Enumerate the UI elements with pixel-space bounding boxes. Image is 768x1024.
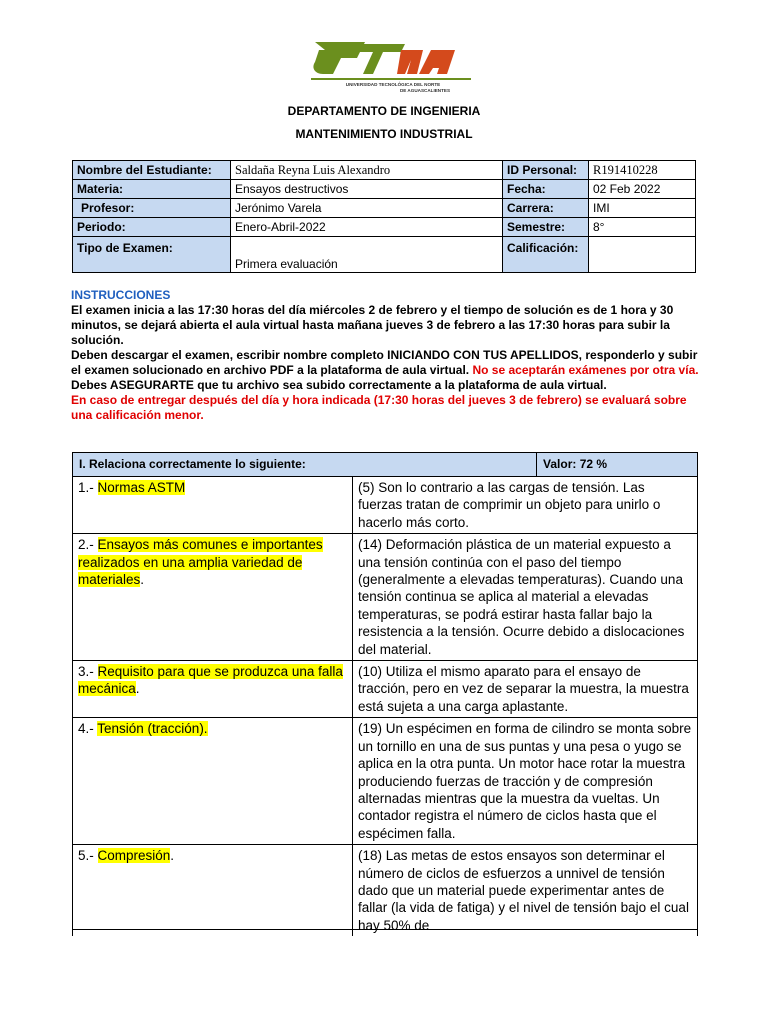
- term-cell: [73, 477, 353, 534]
- carrera-value[interactable]: IMI: [589, 199, 696, 218]
- term-cell: [73, 845, 353, 937]
- instructions-paragraph-3: Debes ASEGURARTE que tu archivo sea subido correctamente a la plataforma de aula virtual.: [71, 378, 607, 392]
- term-number: 2.-: [78, 537, 98, 553]
- personal-id-value[interactable]: R191410228: [589, 161, 696, 180]
- instructions-block: [71, 288, 701, 423]
- term-number: 3.-: [78, 664, 98, 680]
- description-cell: (10) Utiliza el mismo aparato para el ensayo de tracción, pero en vez de separar la muestra, la muestra está sujeta a una carga aplastante.: [353, 661, 698, 718]
- calificacion-label: Calificación:: [503, 237, 589, 273]
- table-row: [73, 718, 698, 845]
- term-number: 4.-: [78, 721, 98, 737]
- table-bottom-border: [72, 929, 697, 930]
- department-title: DEPARTAMENTO DE INGENIERIA: [287, 104, 481, 118]
- term-cell: [73, 718, 353, 845]
- utna-logo: [305, 38, 477, 94]
- instructions-paragraph-4: En caso de entregar después del día y hora indicada (17:30 horas del jueves 3 de febrero) se evaluará sobre una calificación menor.: [71, 393, 687, 422]
- section-1-title: I. Relaciona correctamente lo siguiente:: [73, 453, 537, 477]
- instructions-heading: INSTRUCCIONES: [71, 288, 171, 302]
- fecha-value[interactable]: 02 Feb 2022: [589, 180, 696, 199]
- semestre-label: Semestre:: [503, 218, 589, 237]
- term-text: Tensión (tracción).: [97, 721, 208, 737]
- utna-logo-mark: [311, 42, 471, 80]
- instructions-paragraph-2-text: Deben descargar el examen, escribir nombre completo INICIANDO CON TUS APELLIDOS, responderlo y subir el examen solucionado en archivo PDF a la plataforma de aula virtual.: [71, 348, 698, 377]
- table-row: [73, 845, 698, 937]
- term-text: Ensayos más comunes e importantes realizados en una amplia variedad de materiales: [78, 537, 323, 588]
- student-info-table: [72, 160, 696, 273]
- term-text: Compresión: [97, 848, 171, 864]
- term-cell: [73, 534, 353, 661]
- description-cell: (18) Las metas de estos ensayos son determinar el número de ciclos de esfuerzos a unnivel de tensión dado que un material puede experimentar antes de fallar (la vida de fatiga) y el nivel de tensión bajo el cual hay 50% de: [353, 845, 698, 937]
- profesor-value[interactable]: Jerónimo Varela: [231, 199, 503, 218]
- semestre-value[interactable]: 8°: [589, 218, 696, 237]
- term-text: Requisito para que se produzca una falla mecánica: [78, 664, 343, 697]
- fecha-label: Fecha:: [503, 180, 589, 199]
- description-cell: (14) Deformación plástica de un material expuesto a una tensión continúa con el paso del tiempo (generalmente a elevadas temperaturas). Cuando una tensión continua se aplica al material a elevadas temperaturas, se podrá estirar hasta fallar bajo la resistencia a la tensión. Ocurre debido a dislocaciones del material.: [353, 534, 698, 661]
- term-number: 1.-: [78, 480, 98, 495]
- logo-caption-line2: DE AGUASCALIENTES: [399, 88, 451, 93]
- term-suffix: .: [135, 681, 140, 697]
- term-cell: [73, 661, 353, 718]
- term-suffix: .: [170, 848, 175, 864]
- description-cell: (19) Un espécimen en forma de cilindro se monta sobre un tornillo en una de sus puntas y una pesa o yugo se aplica en la otra punta. Un motor hace rotar la muestra produciendo fuerzas de tracción y de compresión alternadas mientras que la muestra da vueltas. Un contador registra el número de ciclos hasta que el espécimen falla.: [353, 718, 698, 845]
- calificacion-value[interactable]: [589, 237, 696, 273]
- table-row: [73, 477, 698, 534]
- term-suffix: .: [140, 572, 145, 588]
- periodo-label: Periodo:: [73, 218, 231, 237]
- student-name-value[interactable]: Saldaña Reyna Luis Alexandro: [231, 161, 503, 180]
- table-row: [73, 534, 698, 661]
- section-1-value: Valor: 72 %: [537, 453, 698, 477]
- term-number: 5.-: [78, 848, 98, 864]
- carrera-label: Carrera:: [503, 199, 589, 218]
- materia-value[interactable]: Ensayos destructivos: [231, 180, 503, 199]
- instructions-paragraph-1: El examen inicia a las 17:30 horas del día miércoles 2 de febrero y el tiempo de solución es de 1 hora y 30 minutos, se dejará abierta el aula virtual hasta mañana jueves 3 de febrero a las 17:30 horas para subir la solución.: [71, 303, 674, 347]
- materia-label: Materia:: [73, 180, 231, 199]
- subject-title: MANTENIMIENTO INDUSTRIAL: [295, 127, 473, 141]
- tipo-examen-value[interactable]: Primera evaluación: [231, 237, 503, 273]
- description-cell: (5) Son lo contrario a las cargas de tensión. Las fuerzas tratan de comprimir un objeto para unirlo o hacerlo más corto.: [353, 477, 698, 534]
- table-row: [73, 661, 698, 718]
- profesor-label: Profesor:: [73, 199, 231, 218]
- term-text: Normas ASTM: [97, 480, 186, 495]
- logo-caption-line1: UNIVERSIDAD TECNOLÓGICA DEL NORTE: [345, 82, 441, 87]
- personal-id-label: ID Personal:: [503, 161, 589, 180]
- instructions-paragraph-2: [71, 348, 701, 378]
- periodo-value[interactable]: Enero-Abril-2022: [231, 218, 503, 237]
- tipo-examen-label: Tipo de Examen:: [73, 237, 231, 273]
- student-name-label: Nombre del Estudiante:: [73, 161, 231, 180]
- instructions-warning: No se aceptarán exámenes por otra vía.: [472, 363, 699, 377]
- section-1-table: [72, 452, 698, 936]
